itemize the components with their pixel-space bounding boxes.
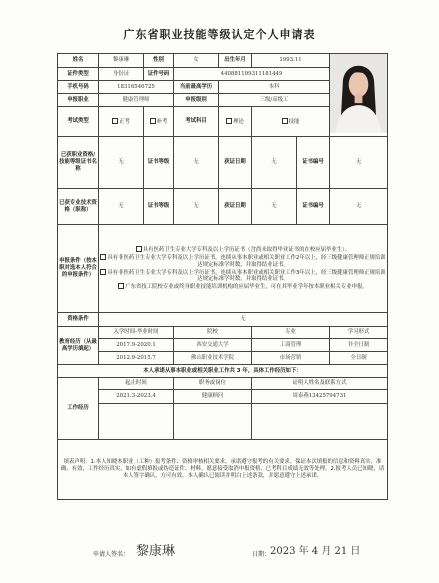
held-tech-level-label: 证书等级 bbox=[144, 189, 174, 225]
form-title: 广东省职业技能等级认定个人申请表 bbox=[123, 28, 316, 41]
applicant-photo bbox=[330, 54, 388, 137]
checkbox-icon bbox=[150, 118, 156, 124]
education-label: 教育经历（从最高学历填起） bbox=[58, 327, 99, 365]
edu-row-1-school[interactable]: 西安交通大学 bbox=[174, 339, 252, 352]
checkbox-icon bbox=[226, 118, 232, 124]
edu-header-period: 入学时间-毕业时间 bbox=[99, 327, 174, 339]
date-value[interactable]: 2023 年 4 月 21 日 bbox=[270, 546, 361, 557]
checkbox-icon bbox=[282, 118, 288, 124]
conditions-label: 申报条件（按本职对选本人符合的申报条件） bbox=[58, 225, 99, 313]
edu-row-2-period[interactable]: 2012.9-2015.7 bbox=[99, 352, 174, 365]
condition-item-1[interactable]: 具有医药卫生专业大学专科及以上学历证书（含尚未取得毕业证书的在校应届毕业生）。 bbox=[100, 246, 386, 254]
gender-value[interactable]: 女 bbox=[174, 54, 219, 68]
held-tech-date-value[interactable]: 无 bbox=[252, 189, 297, 225]
checkbox-icon bbox=[136, 246, 142, 252]
work-row-1-position[interactable]: 健康顾问 bbox=[174, 390, 252, 404]
id-type-value[interactable]: 身份证 bbox=[99, 68, 144, 81]
work-row-2-position[interactable] bbox=[174, 404, 252, 440]
edu-row-2-school[interactable]: 佛山职业技术学院 bbox=[174, 352, 252, 365]
held-cert-label: 已获职业资格/技能等级证书名称 bbox=[58, 137, 99, 189]
edu-header-school: 院校 bbox=[174, 327, 252, 339]
signature-value[interactable]: 黎康琳 bbox=[136, 544, 176, 559]
work-summary: 本人承诺从事本职业或相关职业工作共 3 年，具体工作经历如下： bbox=[58, 365, 388, 378]
checkbox-icon bbox=[112, 118, 118, 124]
id-type-label: 证件类型 bbox=[58, 68, 99, 81]
occupation-label: 申报职业 bbox=[58, 94, 99, 107]
edu-row-1-mode[interactable]: 非全日制 bbox=[330, 339, 388, 352]
exam-type-option-retest[interactable]: 正考 bbox=[99, 107, 144, 137]
qualification-value[interactable]: 无 bbox=[99, 313, 388, 327]
held-tech-no-label: 证书编号 bbox=[297, 189, 330, 225]
birth-value[interactable]: 1993.11 bbox=[252, 54, 330, 68]
exam-type-label: 考试类型 bbox=[58, 107, 99, 137]
work-row-1-reference[interactable]: 周泰燕13425794731 bbox=[252, 390, 388, 404]
name-label: 姓名 bbox=[58, 54, 99, 68]
exam-subject-label: 考试科目 bbox=[174, 107, 219, 137]
edu-value[interactable]: 本科 bbox=[219, 81, 330, 94]
name-value[interactable]: 黎康琳 bbox=[99, 54, 144, 68]
qualification-label: 资格条件 bbox=[58, 313, 99, 327]
held-cert-no-label: 证书编号 bbox=[297, 137, 330, 189]
level-value[interactable]: 三级/高级工 bbox=[219, 94, 330, 107]
checkbox-icon bbox=[118, 283, 124, 289]
phone-value[interactable]: 18316546725 bbox=[99, 81, 174, 94]
date-label: 日期： bbox=[252, 551, 271, 558]
exam-subject-option-theory[interactable]: 理论 bbox=[219, 107, 252, 137]
held-cert-value[interactable]: 无 bbox=[99, 137, 144, 189]
work-row-1-period[interactable]: 2021.3-2023.4 bbox=[99, 390, 174, 404]
edu-row-2-mode[interactable]: 全日制 bbox=[330, 352, 388, 365]
edu-label: 当前最高学历 bbox=[174, 81, 219, 94]
condition-item-4[interactable]: 广东省技工院校专业或终身职业技能培训机构的应届毕业生，可在其毕业学年按本职业相关专业申报。 bbox=[100, 283, 386, 291]
work-label: 工作经历 bbox=[58, 378, 99, 440]
occupation-value[interactable]: 健康管理师 bbox=[99, 94, 174, 107]
exam-subject-option-skill[interactable]: 技能 bbox=[252, 107, 330, 137]
condition-item-2[interactable]: 具有非医药卫生专业大学专科及以上学历证书，连续从事本职业或相关职业工作2年以上，经三级健康管理师正规培训达规定标准学时数，并取得结业证书。 bbox=[100, 254, 386, 269]
exam-type-option-makeup[interactable]: 补考 bbox=[144, 107, 174, 137]
conditions-list bbox=[99, 225, 388, 313]
work-row-2-reference[interactable] bbox=[252, 404, 388, 440]
condition-item-3[interactable]: 具有非医药卫生专业大学专科及以上学历证书，连续从事本职业或相关职业工作3年以上，经三级健康管理师正规培训达规定标准学时数，并取得结业证书。 bbox=[100, 269, 386, 284]
edu-row-1-period[interactable]: 2017.9-2020.1 bbox=[99, 339, 174, 352]
level-label: 申报级别 bbox=[174, 94, 219, 107]
edu-header-mode: 学习形式 bbox=[330, 327, 388, 339]
held-cert-level-label: 证书等级 bbox=[144, 137, 174, 189]
work-header-reference: 证明人姓名及联系方式 bbox=[252, 378, 388, 390]
edu-row-1-major[interactable]: 工商管理 bbox=[252, 339, 330, 352]
edu-row-2-major[interactable]: 市场营销 bbox=[252, 352, 330, 365]
id-no-value[interactable]: 440881199311181449 bbox=[174, 68, 330, 81]
held-cert-date-value[interactable]: 无 bbox=[252, 137, 297, 189]
phone-label: 手机号码 bbox=[58, 81, 99, 94]
birth-label: 出生年月 bbox=[219, 54, 252, 68]
edu-header-major: 专业 bbox=[252, 327, 330, 339]
gender-label: 性别 bbox=[144, 54, 174, 68]
application-table bbox=[57, 53, 388, 500]
held-cert-level-value[interactable]: 无 bbox=[174, 137, 219, 189]
declaration-text: 填表声明：1.本人知晓本职业（工种）报考条件、资格审核相关要求，承诺遵守报考的有关要求。保证本次填报的信息和资料真实、准确、有效，工作经历真实，如有虚假填报或伪造证件、材料，愿意接受取消申报资格、已考科目成绩无效等处理。2.报考人员已知晓，请本人签字确认，方可有效。本人确认已阅读并明白上述条款，并愿意遵守上述承诺。 bbox=[58, 440, 388, 500]
checkbox-icon bbox=[100, 269, 106, 275]
held-tech-label: 已获专业技术资格（职称） bbox=[58, 189, 99, 225]
held-cert-date-label: 获证日期 bbox=[219, 137, 252, 189]
held-tech-level-value[interactable]: 无 bbox=[174, 189, 219, 225]
held-tech-value[interactable]: 无 bbox=[99, 189, 144, 225]
id-no-label: 证件号码 bbox=[144, 68, 174, 81]
held-tech-date-label: 获证日期 bbox=[219, 189, 252, 225]
held-tech-no-value[interactable]: 无 bbox=[330, 189, 388, 225]
work-header-period: 起止时间 bbox=[99, 378, 174, 390]
portrait-photo bbox=[330, 54, 387, 133]
checkbox-icon bbox=[100, 254, 106, 260]
work-row-2-period[interactable] bbox=[99, 404, 174, 440]
held-cert-no-value[interactable]: 无 bbox=[330, 137, 388, 189]
signature-label: 申请人签名： bbox=[93, 551, 130, 558]
work-header-position: 职务或岗位 bbox=[174, 378, 252, 390]
